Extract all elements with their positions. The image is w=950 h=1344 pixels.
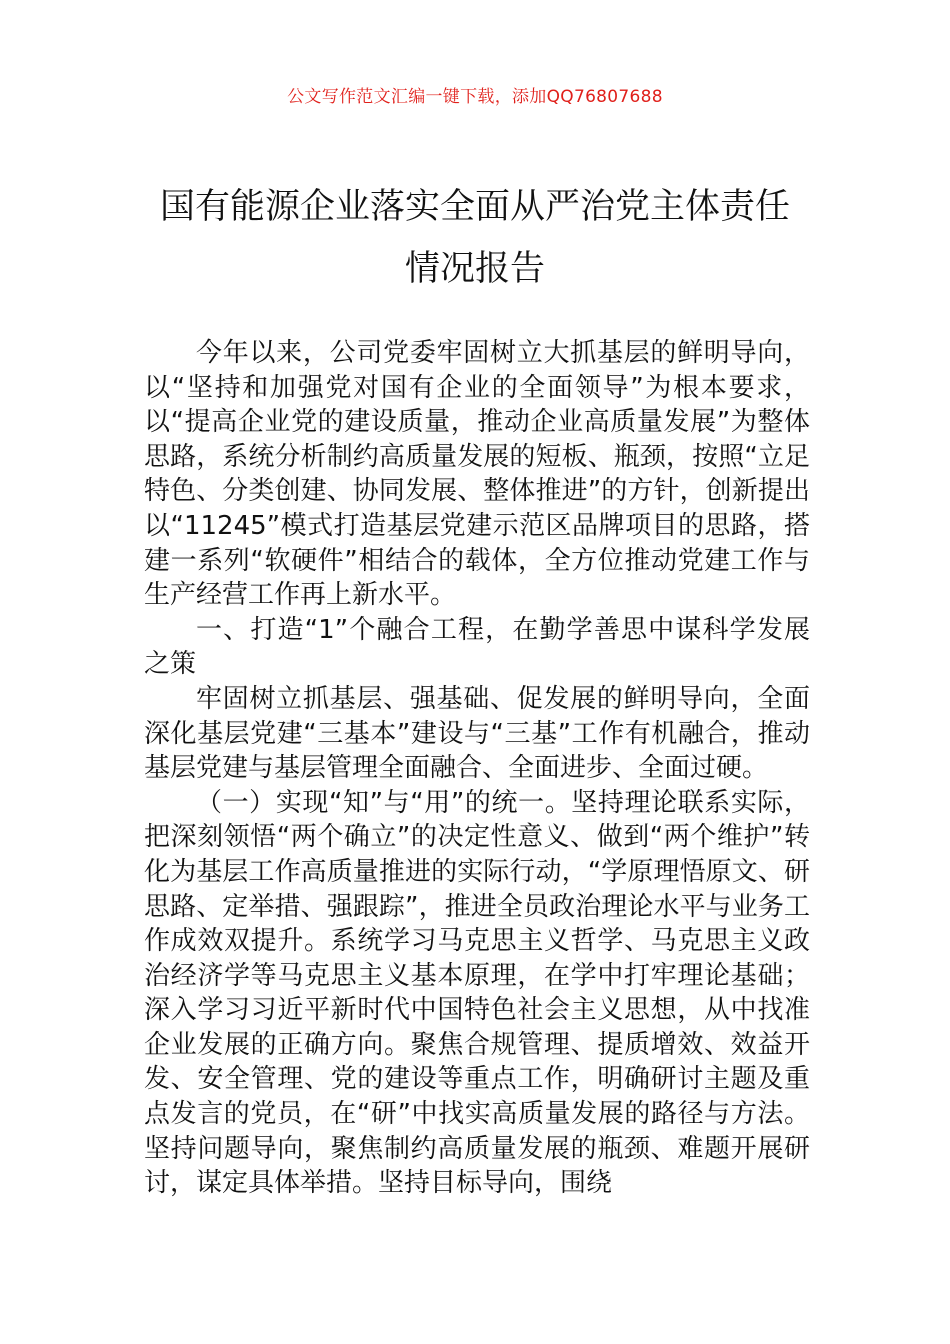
section-heading-1: 一、打造“1”个融合工程，在勤学善思中谋科学发展之策 bbox=[144, 614, 810, 680]
download-banner: 公文写作范文汇编一键下载，添加QQ76807688 bbox=[287, 87, 663, 107]
document-body bbox=[144, 336, 810, 1201]
title-line-1: 国有能源企业落实全面从严治党主体责任 bbox=[159, 187, 790, 227]
paragraph-section-1: 牢固树立抓基层、强基础、促发展的鲜明导向，全面深化基层党建“三基本”建设与“三基”工作有机融合，推动基层党建与基层管理全面融合、全面进步、全面过硬。 bbox=[144, 683, 810, 784]
title-line-2: 情况报告 bbox=[404, 249, 545, 289]
document-title bbox=[100, 176, 850, 300]
paragraph-subsection-1: （一）实现“知”与“用”的统一。坚持理论联系实际，把深刻领悟“两个确立”的决定性意义、做到“两个维护”转化为基层工作高质量推进的实际行动，“学原理悟原文、研思路、定举措、强跟踪”，推进全员政治理论水平与业务工作成效双提升。系统学习马克思主义哲学、马克思主义政治经济学等马克思主义基本原理，在学中打牢理论基础；深入学习习近平新时代中国特色社会主义思想，从中找准企业发展的正确方向。聚焦合规管理、提质增效、效益开发、安全管理、党的建设等重点工作，明确研讨主题及重点发言的党员，在“研”中找实高质量发展的路径与方法。坚持问题导向，聚焦制约高质量发展的瓶颈、难题开展研讨，谋定具体举措。坚持目标导向，围绕 bbox=[144, 787, 810, 1199]
paragraph-intro: 今年以来，公司党委牢固树立大抓基层的鲜明导向，以“坚持和加强党对国有企业的全面领导”为根本要求，以“提高企业党的建设质量，推动企业高质量发展”为整体思路，系统分析制约高质量发展的短板、瓶颈，按照“立足特色、分类创建、协同发展、整体推进”的方针，创新提出以“11245”模式打造基层党建示范区品牌项目的思路，搭建一系列“软硬件”相结合的载体，全方位推动党建工作与生产经营工作再上新水平。 bbox=[144, 338, 810, 611]
